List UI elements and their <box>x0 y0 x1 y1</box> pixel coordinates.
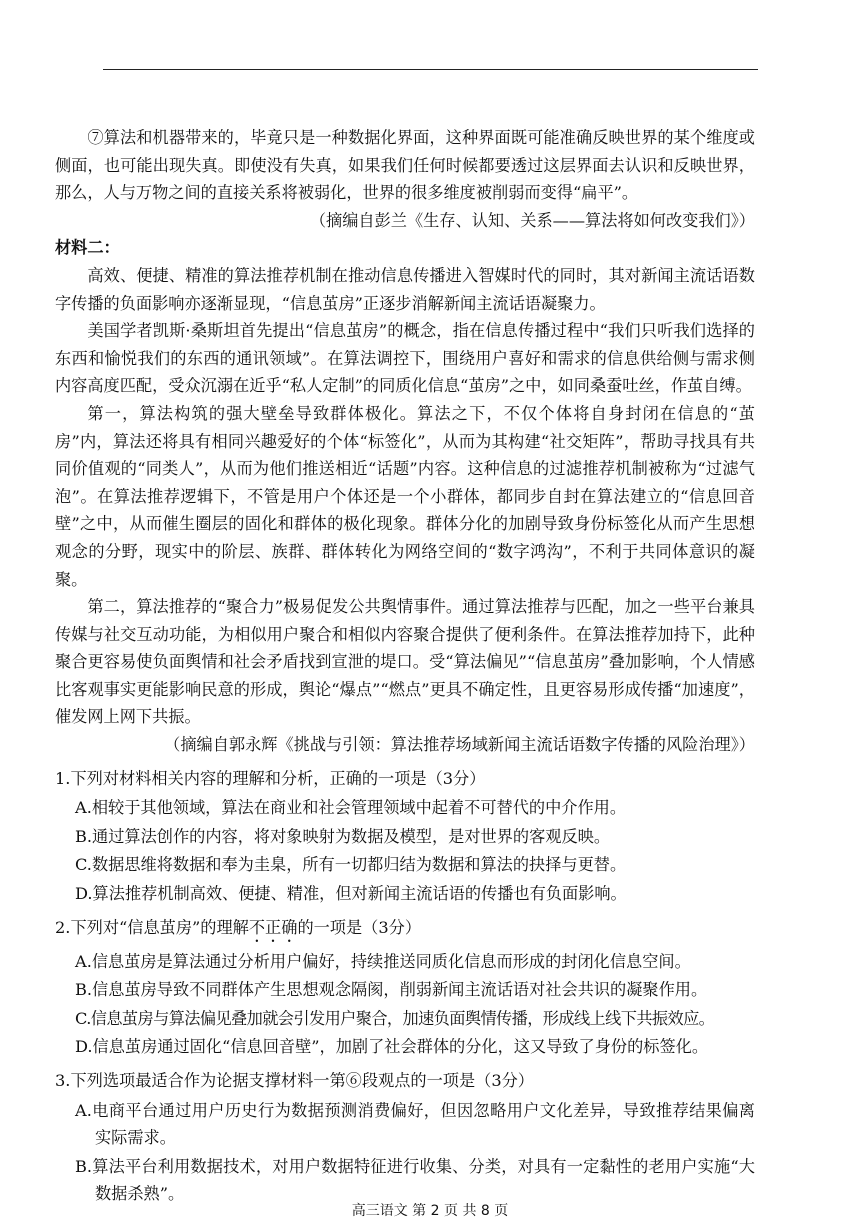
question-2-option-a: A.信息茧房是算法通过分析用户偏好，持续推送同质化信息而形成的封闭化信息空间。 <box>75 951 691 971</box>
question-3-stem: 3.下列选项最适合作为论据支撑材料一第⑥段观点的一项是（3分） <box>55 1071 534 1090</box>
question-2-option-b: B.信息茧房导致不同群体产生思想观念隔阂，削弱新闻主流话语对社会共识的凝聚作用。 <box>75 980 708 1000</box>
page-footer: 高三语文 第 2 页 共 8 页 <box>351 1203 509 1219</box>
header-rule <box>103 69 758 70</box>
content-body <box>55 124 755 1209</box>
material1-paragraph-7: ⑦算法和机器带来的，毕竟只是一种数据化界面，这种界面既可能准确反映世界的某个维度或侧面，也可能出现失真。即使没有失真，如果我们任何时候都要透过这层界面去认识和反映世界，那么，人与万物之间的直接关系将被弱化，世界的很多维度被削弱而变得“扁平”。 <box>55 128 755 203</box>
question-2-emphasis: 不正确 <box>248 917 298 937</box>
question-3-option-a: A.电商平台通过用户历史行为数据预测消费偏好，但因忽略用户文化差异，导致推荐结果偏离实际需求。 <box>75 1100 755 1148</box>
material2-paragraph: 高效、便捷、精准的算法推荐机制在推动信息传播进入智媒时代的同时，其对新闻主流话语数字传播的负面影响亦逐渐显现，“信息茧房”正逐步消解新闻主流话语凝聚力。 <box>55 265 755 313</box>
question-1-option-b: B.通过算法创作的内容，将对象映射为数据及模型，是对世界的客观反映。 <box>75 826 611 846</box>
question-2-stem-before: 2.下列对“信息茧房”的理解 <box>55 917 249 937</box>
material2-heading: 材料二： <box>55 238 120 258</box>
question-3-option-b: B.算法平台利用数据技术，对用户数据特征进行收集、分类，对具有一定黏性的老用户实施“大数据杀熟”。 <box>75 1156 755 1204</box>
question-1-stem: 1.下列对材料相关内容的理解和分析，正确的一项是（3分） <box>55 768 486 788</box>
question-2-option-c: C.信息茧房与算法偏见叠加就会引发用户聚合，加速负面舆情传播，形成线上线下共振效应。 <box>75 1008 715 1028</box>
question-1-option-c: C.数据思维将数据和奉为圭臬，所有一切都归结为数据和算法的抉择与更替。 <box>75 855 627 875</box>
question-1-option-d: D.算法推荐机制高效、便捷、精准，但对新闻主流话语的传播也有负面影响。 <box>75 884 627 904</box>
material2-paragraph: 第二，算法推荐的“聚合力”极易促发公共舆情事件。通过算法推荐与匹配，加之一些平台兼具传媒与社交互动功能，为相似用户聚合和相似内容聚合提供了便利条件。在算法推荐加持下，此种聚合更容易使负面舆情和社会矛盾找到宣泄的堤口。受“算法偏见”“信息茧房”叠加影响，个人情感比客观事实更能影响民意的形成，舆论“爆点”“燃点”更具不确定性，且更容易形成传播“加速度”，催发网上网下共振。 <box>55 597 755 727</box>
question-2-stem <box>55 914 755 946</box>
material2-source: （摘编自郭永辉《挑战与引领：算法推荐场域新闻主流话语数字传播的风险治理》） <box>164 735 755 755</box>
question-1-option-a: A.相较于其他领域，算法在商业和社会管理领域中起着不可替代的中介作用。 <box>75 798 627 818</box>
material2-paragraph: 美国学者凯斯·桑斯坦首先提出“信息茧房”的概念，指在信息传播过程中“我们只听我们选择的东西和愉悦我们的东西的通讯领域”。在算法调控下，围绕用户喜好和需求的信息供给侧与需求侧内容高度匹配，受众沉溺在近乎“私人定制”的同质化信息“茧房”之中，如同桑蚕吐丝，作茧自缚。 <box>55 321 755 396</box>
question-2-option-d: D.信息茧房通过固化“信息回音壁”，加剧了社会群体的分化，这又导致了身份的标签化。 <box>75 1037 709 1057</box>
material1-source: （摘编自彭兰《生存、认知、关系——算法将如何改变我们》） <box>309 210 755 230</box>
question-2-stem-after: 的一项是（3分） <box>297 917 422 937</box>
material2-paragraph: 第一，算法构筑的强大壁垒导致群体极化。算法之下，不仅个体将自身封闭在信息的“茧房”内，算法还将具有相同兴趣爱好的个体“标签化”，从而为其构建“社交矩阵”，帮助寻找具有共同价值观的“同类人”，从而为他们推送相近“话题”内容。这种信息的过滤推荐机制被称为“过滤气泡”。在算法推荐逻辑下，不管是用户个体还是一个小群体，都同步自封在算法建立的“信息回音壁”之中，从而催生圈层的固化和群体的极化现象。群体分化的加剧导致身份标签化从而产生思想观念的分野，现实中的阶层、族群、群体转化为网络空间的“数字鸿沟”，不利于共同体意识的凝聚。 <box>55 403 755 589</box>
